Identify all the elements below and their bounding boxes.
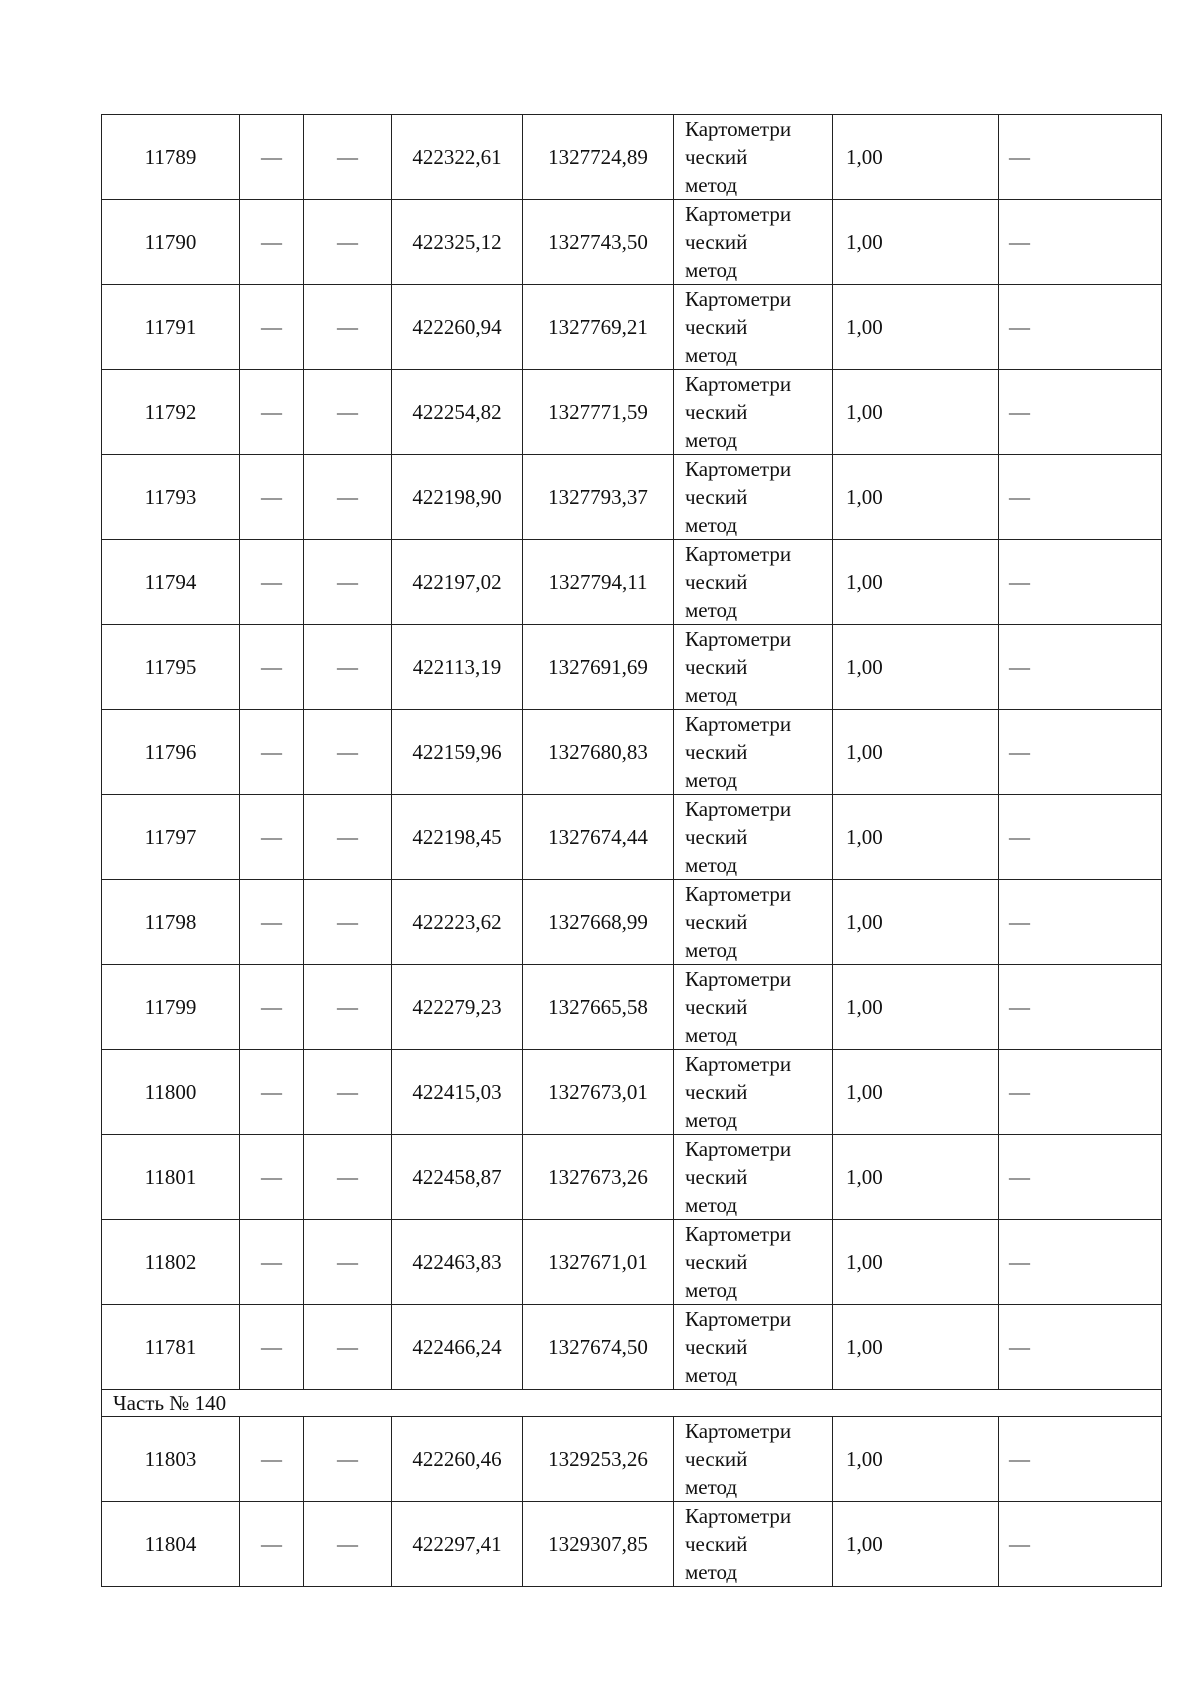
table-row: [102, 625, 1162, 710]
table-row: [102, 370, 1162, 455]
method-text: ческий: [685, 230, 748, 254]
method-text: ческий: [685, 1080, 748, 1104]
method-text: Картометри: [685, 1137, 792, 1161]
accuracy-value: 1,00: [833, 1502, 999, 1587]
method-text: метод: [685, 768, 738, 792]
method-cell: [674, 285, 833, 370]
accuracy-value: 1,00: [833, 880, 999, 965]
point-number: 11798: [102, 880, 240, 965]
method-cell: [674, 880, 833, 965]
coordinate-y: 1329307,85: [523, 1502, 674, 1587]
empty-cell-dash: —: [999, 540, 1162, 625]
method-text: Картометри: [685, 1222, 792, 1246]
method-text: Картометри: [685, 967, 792, 991]
method-text: метод: [685, 1193, 738, 1217]
empty-cell-dash: —: [999, 1305, 1162, 1390]
method-text: метод: [685, 598, 738, 622]
point-number: 11804: [102, 1502, 240, 1587]
empty-cell-dash: —: [999, 1417, 1162, 1502]
method-cell: [674, 370, 833, 455]
point-number: 11789: [102, 115, 240, 200]
accuracy-value: 1,00: [833, 455, 999, 540]
empty-cell-dash: —: [304, 1135, 392, 1220]
empty-cell-dash: —: [304, 880, 392, 965]
coordinate-x: 422197,02: [392, 540, 523, 625]
empty-cell-dash: —: [999, 1220, 1162, 1305]
empty-cell-dash: —: [240, 200, 304, 285]
empty-cell-dash: —: [304, 540, 392, 625]
method-text: метод: [685, 1475, 738, 1499]
empty-cell-dash: —: [304, 285, 392, 370]
empty-cell-dash: —: [240, 370, 304, 455]
accuracy-value: 1,00: [833, 1417, 999, 1502]
table-body: [102, 115, 1162, 1587]
empty-cell-dash: —: [304, 1220, 392, 1305]
table-row: [102, 1502, 1162, 1587]
coordinate-x: 422159,96: [392, 710, 523, 795]
method-text: ческий: [685, 995, 748, 1019]
method-cell: [674, 625, 833, 710]
empty-cell-dash: —: [240, 1305, 304, 1390]
coordinate-x: 422260,94: [392, 285, 523, 370]
empty-cell-dash: —: [240, 710, 304, 795]
method-cell: [674, 455, 833, 540]
coordinate-y: 1327794,11: [523, 540, 674, 625]
table-row: [102, 710, 1162, 795]
coordinate-x: 422223,62: [392, 880, 523, 965]
empty-cell-dash: —: [240, 795, 304, 880]
accuracy-value: 1,00: [833, 200, 999, 285]
empty-cell-dash: —: [304, 795, 392, 880]
method-cell: [674, 1305, 833, 1390]
coordinate-y: 1327793,37: [523, 455, 674, 540]
empty-cell-dash: —: [240, 1050, 304, 1135]
table-row: [102, 795, 1162, 880]
accuracy-value: 1,00: [833, 795, 999, 880]
part-label: Часть № 140: [102, 1390, 1162, 1417]
method-text: Картометри: [685, 712, 792, 736]
method-text: ческий: [685, 1447, 748, 1471]
method-text: ческий: [685, 145, 748, 169]
method-cell: [674, 1220, 833, 1305]
method-text: ческий: [685, 1250, 748, 1274]
point-number: 11803: [102, 1417, 240, 1502]
accuracy-value: 1,00: [833, 625, 999, 710]
empty-cell-dash: —: [999, 625, 1162, 710]
table-row: [102, 1220, 1162, 1305]
accuracy-value: 1,00: [833, 1305, 999, 1390]
empty-cell-dash: —: [999, 1502, 1162, 1587]
empty-cell-dash: —: [999, 965, 1162, 1050]
method-cell: [674, 710, 833, 795]
empty-cell-dash: —: [304, 115, 392, 200]
method-text: метод: [685, 853, 738, 877]
accuracy-value: 1,00: [833, 710, 999, 795]
method-text: метод: [685, 1278, 738, 1302]
point-number: 11781: [102, 1305, 240, 1390]
point-number: 11800: [102, 1050, 240, 1135]
empty-cell-dash: —: [999, 115, 1162, 200]
coordinate-x: 422322,61: [392, 115, 523, 200]
empty-cell-dash: —: [240, 965, 304, 1050]
method-text: ческий: [685, 825, 748, 849]
coordinate-x: 422260,46: [392, 1417, 523, 1502]
coordinate-x: 422254,82: [392, 370, 523, 455]
method-text: ческий: [685, 400, 748, 424]
coordinate-y: 1327691,69: [523, 625, 674, 710]
empty-cell-dash: —: [304, 1502, 392, 1587]
method-cell: [674, 115, 833, 200]
empty-cell-dash: —: [240, 540, 304, 625]
coordinate-x: 422198,45: [392, 795, 523, 880]
empty-cell-dash: —: [304, 200, 392, 285]
coordinate-y: 1329253,26: [523, 1417, 674, 1502]
method-text: метод: [685, 1108, 738, 1132]
method-text: ческий: [685, 740, 748, 764]
coordinate-y: 1327680,83: [523, 710, 674, 795]
coordinate-y: 1327665,58: [523, 965, 674, 1050]
method-text: метод: [685, 1560, 738, 1584]
method-cell: [674, 540, 833, 625]
empty-cell-dash: —: [304, 1417, 392, 1502]
coordinate-x: 422325,12: [392, 200, 523, 285]
point-number: 11796: [102, 710, 240, 795]
coordinate-y: 1327674,44: [523, 795, 674, 880]
point-number: 11799: [102, 965, 240, 1050]
method-cell: [674, 200, 833, 285]
empty-cell-dash: —: [240, 880, 304, 965]
accuracy-value: 1,00: [833, 115, 999, 200]
point-number: 11794: [102, 540, 240, 625]
empty-cell-dash: —: [304, 370, 392, 455]
coordinate-x: 422279,23: [392, 965, 523, 1050]
coordinate-y: 1327673,01: [523, 1050, 674, 1135]
method-text: ческий: [685, 1335, 748, 1359]
coordinate-x: 422198,90: [392, 455, 523, 540]
method-text: метод: [685, 173, 738, 197]
part-header-row: [102, 1390, 1162, 1417]
coordinate-y: 1327673,26: [523, 1135, 674, 1220]
empty-cell-dash: —: [240, 455, 304, 540]
coordinate-x: 422458,87: [392, 1135, 523, 1220]
method-text: ческий: [685, 1165, 748, 1189]
empty-cell-dash: —: [240, 1220, 304, 1305]
coordinate-y: 1327674,50: [523, 1305, 674, 1390]
accuracy-value: 1,00: [833, 540, 999, 625]
coordinate-y: 1327668,99: [523, 880, 674, 965]
method-text: ческий: [685, 1532, 748, 1556]
table-row: [102, 540, 1162, 625]
empty-cell-dash: —: [240, 285, 304, 370]
table-row: [102, 200, 1162, 285]
table-row: [102, 1135, 1162, 1220]
coordinate-x: 422466,24: [392, 1305, 523, 1390]
table-row: [102, 285, 1162, 370]
empty-cell-dash: —: [304, 1305, 392, 1390]
point-number: 11793: [102, 455, 240, 540]
empty-cell-dash: —: [304, 965, 392, 1050]
method-text: метод: [685, 683, 738, 707]
method-cell: [674, 1050, 833, 1135]
method-text: метод: [685, 1363, 738, 1387]
method-text: метод: [685, 1023, 738, 1047]
method-text: метод: [685, 258, 738, 282]
accuracy-value: 1,00: [833, 285, 999, 370]
point-number: 11792: [102, 370, 240, 455]
table-row: [102, 965, 1162, 1050]
method-cell: [674, 1135, 833, 1220]
method-text: Картометри: [685, 1504, 792, 1528]
empty-cell-dash: —: [999, 1135, 1162, 1220]
method-cell: [674, 1502, 833, 1587]
accuracy-value: 1,00: [833, 370, 999, 455]
empty-cell-dash: —: [240, 115, 304, 200]
method-text: Картометри: [685, 1307, 792, 1331]
coordinate-y: 1327724,89: [523, 115, 674, 200]
method-text: метод: [685, 513, 738, 537]
empty-cell-dash: —: [999, 285, 1162, 370]
method-text: Картометри: [685, 797, 792, 821]
method-cell: [674, 965, 833, 1050]
method-text: Картометри: [685, 627, 792, 651]
point-number: 11795: [102, 625, 240, 710]
method-text: Картометри: [685, 287, 792, 311]
method-text: ческий: [685, 485, 748, 509]
method-text: Картометри: [685, 1052, 792, 1076]
coordinate-x: 422297,41: [392, 1502, 523, 1587]
empty-cell-dash: —: [240, 625, 304, 710]
method-cell: [674, 1417, 833, 1502]
coordinate-y: 1327769,21: [523, 285, 674, 370]
point-number: 11790: [102, 200, 240, 285]
table-row: [102, 880, 1162, 965]
coordinate-y: 1327743,50: [523, 200, 674, 285]
point-number: 11797: [102, 795, 240, 880]
empty-cell-dash: —: [999, 795, 1162, 880]
method-text: Картометри: [685, 457, 792, 481]
method-text: ческий: [685, 570, 748, 594]
method-text: метод: [685, 938, 738, 962]
coordinate-x: 422113,19: [392, 625, 523, 710]
empty-cell-dash: —: [999, 370, 1162, 455]
table-row: [102, 1050, 1162, 1135]
empty-cell-dash: —: [240, 1502, 304, 1587]
accuracy-value: 1,00: [833, 965, 999, 1050]
coordinates-table: [101, 114, 1162, 1587]
empty-cell-dash: —: [304, 710, 392, 795]
coordinate-y: 1327671,01: [523, 1220, 674, 1305]
coordinate-y: 1327771,59: [523, 370, 674, 455]
method-text: метод: [685, 428, 738, 452]
method-text: Картометри: [685, 882, 792, 906]
accuracy-value: 1,00: [833, 1220, 999, 1305]
empty-cell-dash: —: [304, 455, 392, 540]
empty-cell-dash: —: [999, 1050, 1162, 1135]
empty-cell-dash: —: [999, 710, 1162, 795]
method-text: Картометри: [685, 202, 792, 226]
empty-cell-dash: —: [304, 1050, 392, 1135]
point-number: 11802: [102, 1220, 240, 1305]
empty-cell-dash: —: [240, 1417, 304, 1502]
method-text: Картометри: [685, 372, 792, 396]
point-number: 11801: [102, 1135, 240, 1220]
method-text: Картометри: [685, 1419, 792, 1443]
accuracy-value: 1,00: [833, 1050, 999, 1135]
coordinate-x: 422463,83: [392, 1220, 523, 1305]
method-cell: [674, 795, 833, 880]
table-row: [102, 115, 1162, 200]
accuracy-value: 1,00: [833, 1135, 999, 1220]
empty-cell-dash: —: [999, 455, 1162, 540]
empty-cell-dash: —: [999, 880, 1162, 965]
empty-cell-dash: —: [999, 200, 1162, 285]
method-text: Картометри: [685, 117, 792, 141]
table-row: [102, 455, 1162, 540]
table-row: [102, 1305, 1162, 1390]
method-text: Картометри: [685, 542, 792, 566]
method-text: метод: [685, 343, 738, 367]
method-text: ческий: [685, 315, 748, 339]
point-number: 11791: [102, 285, 240, 370]
table-row: [102, 1417, 1162, 1502]
empty-cell-dash: —: [304, 625, 392, 710]
empty-cell-dash: —: [240, 1135, 304, 1220]
coordinate-x: 422415,03: [392, 1050, 523, 1135]
method-text: ческий: [685, 655, 748, 679]
method-text: ческий: [685, 910, 748, 934]
